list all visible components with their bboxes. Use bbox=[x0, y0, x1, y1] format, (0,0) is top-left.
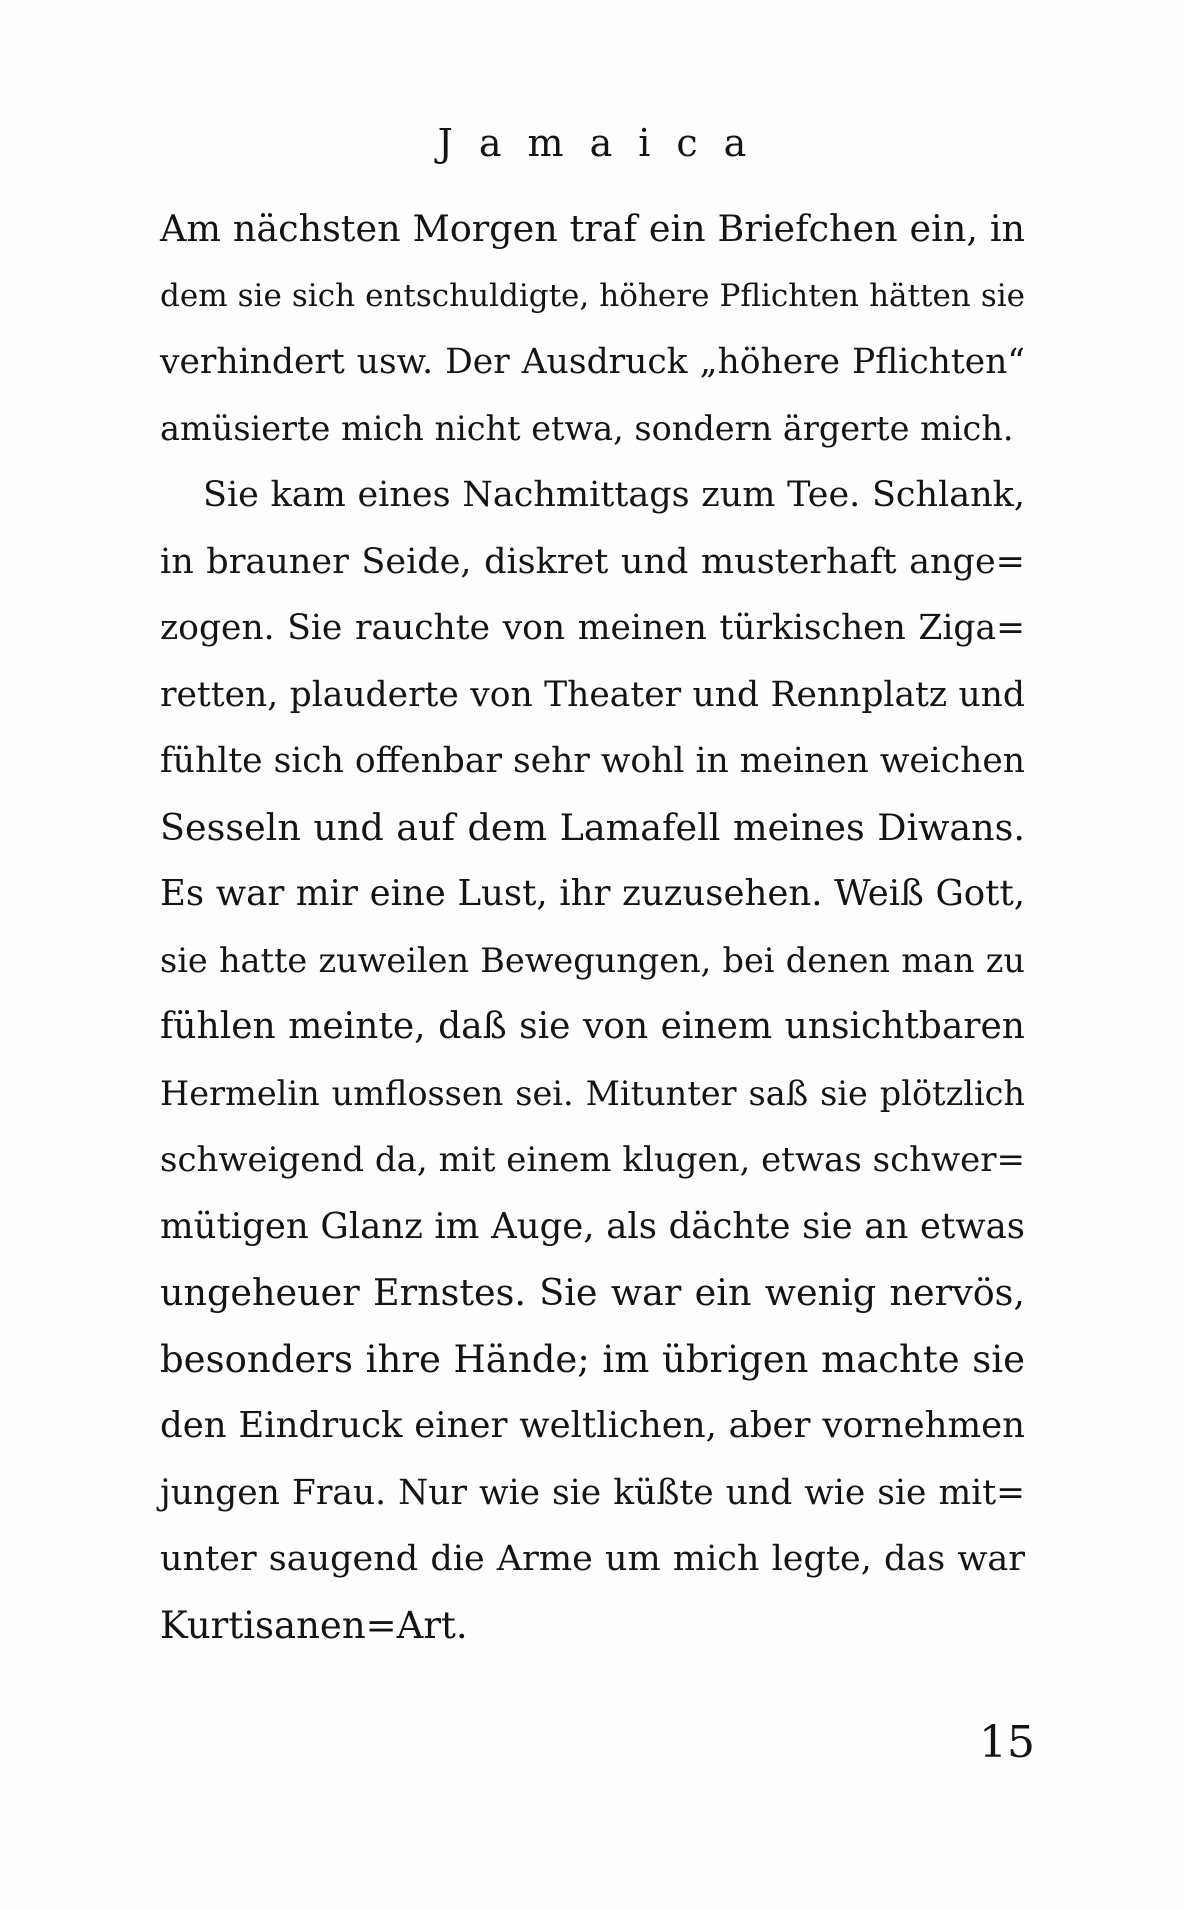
text-line: verhindert usw. Der Ausdruck „höhere Pflichten“ bbox=[160, 342, 1025, 382]
running-head: Jamaica bbox=[437, 121, 773, 165]
text-line: Sie kam eines Nachmittags zum Tee. Schlank, bbox=[203, 475, 1025, 515]
text-line: Kurtisanen=Art. bbox=[160, 1603, 468, 1647]
text-line: schweigend da, mit einem klugen, etwas schwer= bbox=[160, 1140, 1025, 1180]
text-line: Am nächsten Morgen traf ein Briefchen ein, in bbox=[160, 207, 1025, 250]
text-line: retten, plauderte von Theater und Rennplatz und bbox=[160, 674, 1025, 715]
text-line: jungen Frau. Nur wie sie küßte und wie sie mit= bbox=[160, 1472, 1025, 1513]
text-line: dem sie sich entschuldigte, höhere Pflichten hätten sie bbox=[160, 277, 1025, 314]
page-number: 15 bbox=[979, 1717, 1035, 1768]
text-line: in brauner Seide, diskret und musterhaft ange= bbox=[160, 541, 1025, 582]
text-line: mütigen Glanz im Auge, als dächte sie an etwas bbox=[160, 1205, 1025, 1247]
text-line: fühlte sich offenbar sehr wohl in meinen weichen bbox=[160, 741, 1025, 781]
text-line: Es war mir eine Lust, ihr zuzusehen. Weiß Gott, bbox=[160, 873, 1025, 914]
body-text bbox=[160, 196, 1025, 1659]
text-line: fühlen meinte, daß sie von einem unsichtbaren bbox=[160, 1006, 1025, 1047]
text-line: Hermelin umflossen sei. Mitunter saß sie plötzlich bbox=[160, 1073, 1025, 1113]
text-line: sie hatte zuweilen Bewegungen, bei denen man zu bbox=[160, 940, 1025, 980]
text-line: ungeheuer Ernstes. Sie war ein wenig nervös, bbox=[160, 1271, 1025, 1314]
text-line: zogen. Sie rauchte von meinen türkischen Ziga= bbox=[160, 608, 1025, 648]
text-line: unter saugend die Arme um mich legte, das war bbox=[160, 1539, 1025, 1579]
text-line: besonders ihre Hände; im übrigen machte sie bbox=[160, 1337, 1025, 1381]
text-line: amüsierte mich nicht etwa, sondern ärgerte mich. bbox=[160, 408, 1014, 448]
text-line: Sesseln und auf dem Lamafell meines Diwans. bbox=[160, 805, 1025, 849]
text-line: den Eindruck einer weltlichen, aber vornehmen bbox=[160, 1405, 1025, 1446]
